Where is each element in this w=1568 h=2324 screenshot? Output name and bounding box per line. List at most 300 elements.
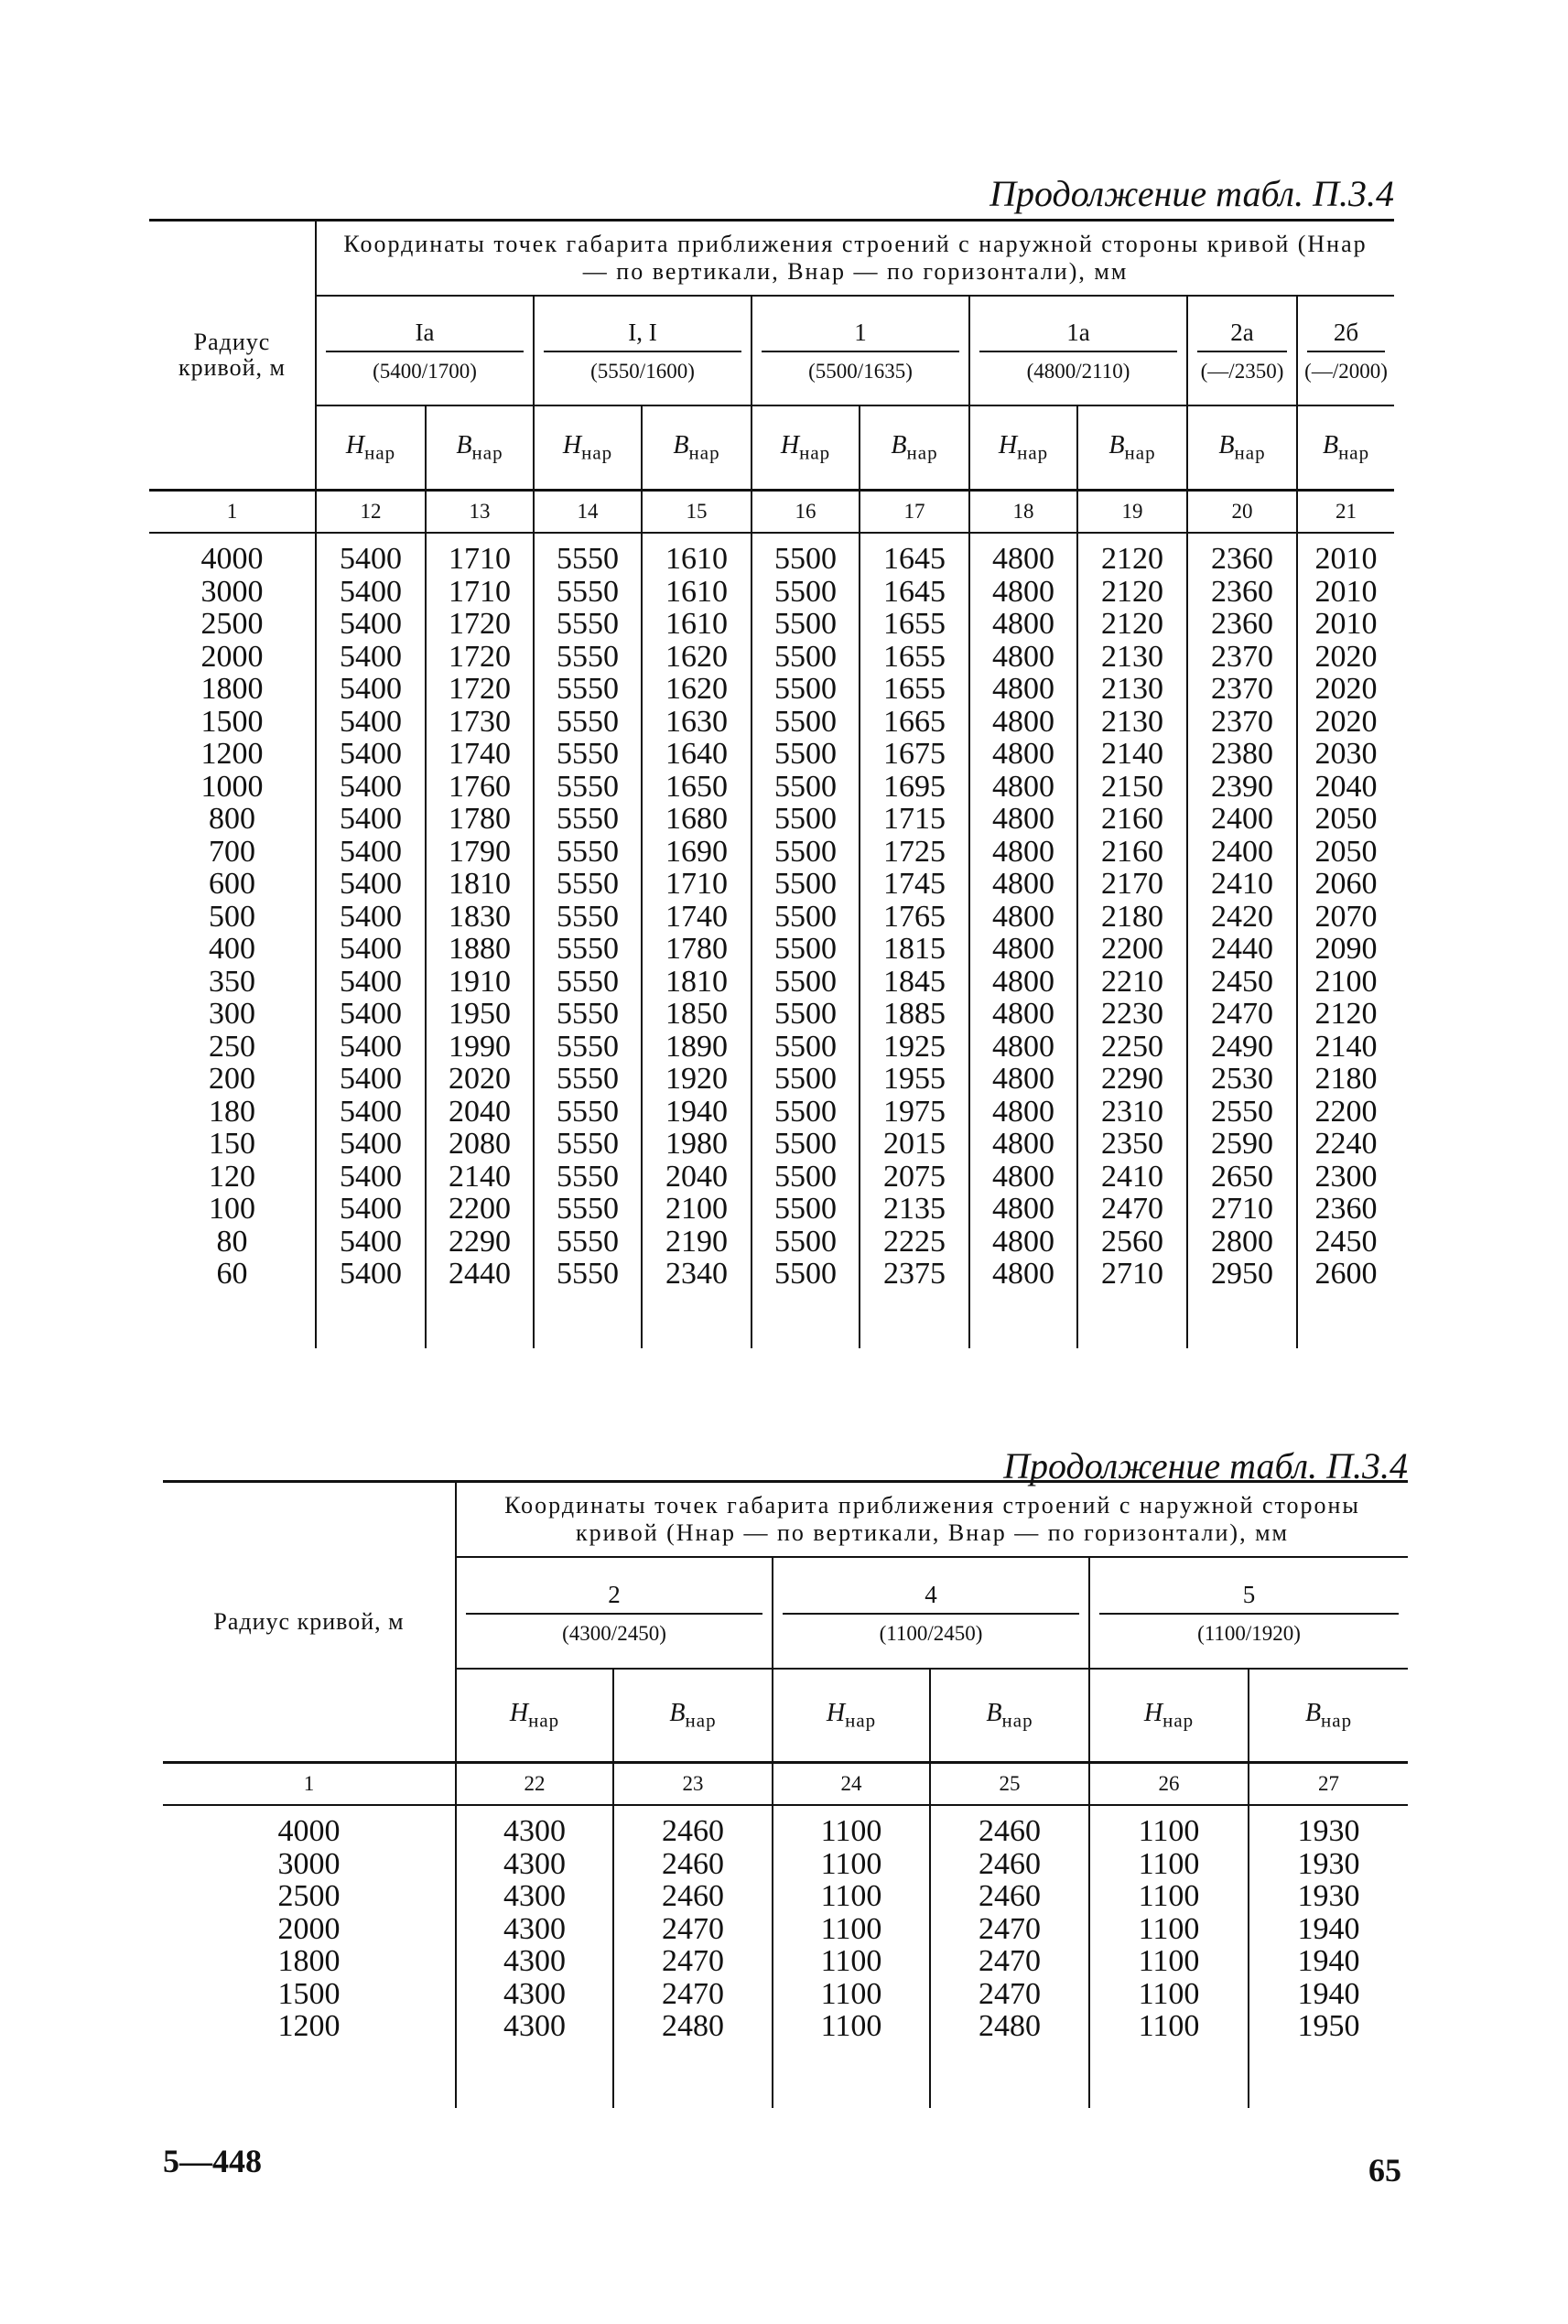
cell-value: 1630: [665, 704, 728, 739]
cell-value: 1720: [449, 607, 511, 641]
cell-value: 1850: [665, 997, 728, 1031]
cell-value: 5400: [340, 542, 402, 576]
column-number: 1: [163, 1763, 456, 1806]
cell-value: 1925: [883, 1029, 946, 1064]
cell-value: 1610: [665, 542, 728, 576]
symbol-subscript: нар: [1001, 1709, 1033, 1732]
cell-value: 4800: [992, 1257, 1054, 1291]
cell-value: 1940: [1297, 1911, 1360, 1946]
group-sub: (5400/1700): [373, 359, 477, 383]
cell-value: 2420: [1211, 899, 1273, 934]
cell-value: 1725: [883, 834, 946, 869]
cell-value: 1100: [1138, 1846, 1200, 1881]
group-name: I, I: [544, 319, 741, 352]
cell-value: 2140: [449, 1159, 511, 1194]
column-number: 1: [149, 491, 316, 534]
cell-value: 2020: [1314, 672, 1378, 706]
cell-value: 5400: [340, 639, 402, 674]
cell-value: 2470: [1101, 1192, 1163, 1226]
cell-value: 1665: [883, 704, 946, 739]
cell-value: 4800: [992, 607, 1054, 641]
symbol-letter: H: [345, 430, 365, 459]
cell-value: 5400: [340, 1192, 402, 1226]
cell-value: 4800: [992, 639, 1054, 674]
cell-value: 2015: [883, 1127, 946, 1161]
cell-value: 2470: [1211, 997, 1273, 1031]
symbol-header: [613, 1669, 773, 1763]
cell-value: 4800: [992, 1062, 1054, 1096]
cell-value: 4300: [503, 2009, 566, 2043]
symbol-subscript: нар: [1162, 1709, 1195, 1732]
cell-value: 5400: [340, 574, 402, 609]
cell-value: 5550: [557, 607, 619, 641]
cell-value: 1100: [820, 2009, 882, 2043]
cell-value: 1620: [665, 639, 728, 674]
cell-value: 2470: [979, 1911, 1041, 1946]
cell-value: 5400: [340, 1224, 402, 1259]
symbol-letter: B: [1322, 430, 1339, 459]
cell-value: 1100: [1138, 1944, 1200, 1978]
table2: [163, 1480, 1408, 2108]
radius-value: 120: [209, 1159, 255, 1194]
cell-value: 2150: [1101, 769, 1163, 804]
symbol-header: [316, 405, 426, 491]
symbol-header: [969, 405, 1077, 491]
cell-value: 1830: [449, 899, 511, 934]
column-number: 16: [752, 491, 860, 534]
cell-value: 2460: [662, 1846, 724, 1881]
cell-value: 2140: [1314, 1029, 1378, 1064]
radius-value: 1800: [277, 1944, 341, 1978]
cell-value: 2190: [665, 1224, 728, 1259]
symbol-subscript: нар: [906, 441, 938, 464]
radius-value: 4000: [200, 542, 264, 576]
cell-value: 5500: [774, 542, 837, 576]
cell-value: 4300: [503, 1976, 566, 2011]
cell-value: 1950: [449, 997, 511, 1031]
cell-value: 1690: [665, 834, 728, 869]
cell-value: 1880: [449, 932, 511, 966]
column-number: 13: [426, 491, 534, 534]
cell-value: 2480: [979, 2009, 1041, 2043]
cell-value: 5550: [557, 1127, 619, 1161]
cell-value: 1650: [665, 769, 728, 804]
radius-value: 1500: [277, 1976, 341, 2011]
column-number: 14: [534, 491, 642, 534]
cell-value: 5550: [557, 899, 619, 934]
cell-value: 4300: [503, 1944, 566, 1978]
radius-value: 600: [209, 867, 255, 901]
cell-value: 5400: [340, 867, 402, 901]
cell-value: 2250: [1101, 1029, 1163, 1064]
symbol-letter: B: [986, 1698, 1002, 1727]
cell-value: 2135: [883, 1192, 946, 1226]
symbol-header: [1297, 405, 1394, 491]
radius-value: 400: [209, 932, 255, 966]
cell-value: 4800: [992, 1159, 1054, 1194]
cell-value: 5500: [774, 1094, 837, 1129]
cell-value: 4800: [992, 1127, 1054, 1161]
symbol-header: [1077, 405, 1187, 491]
cell-value: 1100: [820, 1879, 882, 1913]
cell-value: 5500: [774, 964, 837, 999]
cell-value: 5550: [557, 704, 619, 739]
value-column: [613, 1805, 773, 2108]
cell-value: 2375: [883, 1257, 946, 1291]
cell-value: 5400: [340, 1159, 402, 1194]
column-number: 19: [1077, 491, 1187, 534]
cell-value: 5400: [340, 964, 402, 999]
cell-value: 1940: [665, 1094, 728, 1129]
cell-value: 5400: [340, 1062, 402, 1096]
cell-value: 1980: [665, 1127, 728, 1161]
radius-value: 1200: [277, 2009, 341, 2043]
radius-value: 60: [216, 1257, 248, 1291]
cell-value: 2080: [449, 1127, 511, 1161]
cell-value: 2410: [1211, 867, 1273, 901]
cell-value: 5500: [774, 802, 837, 836]
group-sub: (4300/2450): [562, 1621, 666, 1645]
symbol-letter: H: [780, 430, 800, 459]
cell-value: 2370: [1211, 704, 1273, 739]
symbol-header: [1249, 1669, 1408, 1763]
cell-value: 2470: [979, 1944, 1041, 1978]
cell-value: 5550: [557, 1062, 619, 1096]
group-name: 1: [762, 319, 959, 352]
cell-value: 2010: [1314, 607, 1378, 641]
cell-value: 2120: [1314, 997, 1378, 1031]
cell-value: 2360: [1211, 607, 1273, 641]
cell-value: 1695: [883, 769, 946, 804]
symbol-header: [1089, 1669, 1249, 1763]
symbol-letter: H: [562, 430, 582, 459]
cell-value: 5500: [774, 834, 837, 869]
radius-label: Радиус кривой, м: [163, 1482, 456, 1763]
cell-value: 2100: [1314, 964, 1378, 999]
symbol-letter: B: [1218, 430, 1235, 459]
cell-value: 1940: [1297, 1976, 1360, 2011]
cell-value: 2350: [1101, 1127, 1163, 1161]
symbol-subscript: нар: [688, 441, 720, 464]
cell-value: 1780: [665, 932, 728, 966]
table2-caption: Продолжение табл. П.3.4: [1003, 1445, 1408, 1486]
cell-value: 5400: [340, 672, 402, 706]
cell-value: 1610: [665, 607, 728, 641]
group-header: [316, 296, 534, 405]
cell-value: 1680: [665, 802, 728, 836]
cell-value: 2470: [662, 1976, 724, 2011]
cell-value: 4800: [992, 737, 1054, 771]
cell-value: 1655: [883, 672, 946, 706]
cell-value: 2380: [1211, 737, 1273, 771]
cell-value: 2460: [662, 1879, 724, 1913]
cell-value: 5500: [774, 704, 837, 739]
radius-value: 300: [209, 997, 255, 1031]
cell-value: 5400: [340, 1094, 402, 1129]
symbol-letter: B: [891, 430, 907, 459]
value-column: [534, 533, 642, 1348]
cell-value: 2040: [1314, 769, 1378, 804]
cell-value: 2560: [1101, 1224, 1163, 1259]
cell-value: 5500: [774, 574, 837, 609]
cell-value: 2120: [1101, 607, 1163, 641]
cell-value: 1815: [883, 932, 946, 966]
cell-value: 2090: [1314, 932, 1378, 966]
cell-value: 4800: [992, 867, 1054, 901]
header-text: Координаты точек габарита приближения строений с наружной стороны кривой (Hнар — по вертикали, Bнар — по горизонтали), мм: [456, 1482, 1408, 1558]
column-number: 21: [1297, 491, 1394, 534]
radius-value: 150: [209, 1127, 255, 1161]
cell-value: 5500: [774, 1159, 837, 1194]
cell-value: 5550: [557, 1094, 619, 1129]
symbol-letter: H: [1143, 1698, 1163, 1727]
symbol-header: [752, 405, 860, 491]
cell-value: 5400: [340, 932, 402, 966]
symbol-subscript: нар: [581, 441, 613, 464]
cell-value: 5550: [557, 1257, 619, 1291]
cell-value: 2550: [1211, 1094, 1273, 1129]
group-name: 2б: [1307, 319, 1385, 352]
symbol-subscript: нар: [1017, 441, 1049, 464]
cell-value: 1910: [449, 964, 511, 999]
cell-value: 5550: [557, 737, 619, 771]
cell-value: 2040: [449, 1094, 511, 1129]
cell-value: 2300: [1314, 1159, 1378, 1194]
radius-value: 1200: [200, 737, 264, 771]
cell-value: 5500: [774, 1029, 837, 1064]
symbol-header: [1187, 405, 1297, 491]
cell-value: 1790: [449, 834, 511, 869]
cell-value: 1930: [1297, 1846, 1360, 1881]
cell-value: 1100: [820, 1846, 882, 1881]
cell-value: 2160: [1101, 802, 1163, 836]
cell-value: 4800: [992, 1192, 1054, 1226]
cell-value: 5550: [557, 542, 619, 576]
cell-value: 5550: [557, 1029, 619, 1064]
column-number: 27: [1249, 1763, 1408, 1806]
cell-value: 2010: [1314, 574, 1378, 609]
page-number: 65: [1368, 2152, 1401, 2189]
cell-value: 1780: [449, 802, 511, 836]
cell-value: 2390: [1211, 769, 1273, 804]
symbol-subscript: нар: [1124, 441, 1156, 464]
cell-value: 4800: [992, 964, 1054, 999]
cell-value: 1655: [883, 607, 946, 641]
cell-value: 5550: [557, 834, 619, 869]
value-column: [426, 533, 534, 1348]
cell-value: 5550: [557, 672, 619, 706]
cell-value: 1100: [820, 1976, 882, 2011]
group-header: [773, 1557, 1089, 1669]
symbol-subscript: нар: [1338, 441, 1370, 464]
cell-value: 5400: [340, 769, 402, 804]
value-column: [456, 1805, 613, 2108]
cell-value: 5500: [774, 1127, 837, 1161]
cell-value: 2160: [1101, 834, 1163, 869]
symbol-header: [860, 405, 969, 491]
group-name: 5: [1099, 1581, 1399, 1615]
cell-value: 2130: [1101, 672, 1163, 706]
column-number: 17: [860, 491, 969, 534]
cell-value: 1645: [883, 542, 946, 576]
cell-value: 2460: [662, 1814, 724, 1848]
group-name: 2: [466, 1581, 762, 1615]
cell-value: 2470: [979, 1976, 1041, 2011]
cell-value: 1990: [449, 1029, 511, 1064]
value-column: [1089, 1805, 1249, 2108]
column-number: 12: [316, 491, 426, 534]
symbol-header: [930, 1669, 1089, 1763]
cell-value: 2020: [449, 1062, 511, 1096]
column-number: 26: [1089, 1763, 1249, 1806]
group-name: 1а: [979, 319, 1177, 352]
cell-value: 1930: [1297, 1814, 1360, 1848]
cell-value: 4800: [992, 704, 1054, 739]
cell-value: 5500: [774, 997, 837, 1031]
cell-value: 2360: [1211, 574, 1273, 609]
group-name: 2а: [1197, 319, 1287, 352]
radius-value: 500: [209, 899, 255, 934]
symbol-letter: B: [673, 430, 689, 459]
radius-value: 2500: [200, 607, 264, 641]
symbol-subscript: нар: [845, 1709, 877, 1732]
cell-value: 2290: [1101, 1062, 1163, 1096]
group-name: Iа: [326, 319, 524, 352]
symbol-subscript: нар: [799, 441, 831, 464]
cell-value: 1100: [820, 1911, 882, 1946]
cell-value: 2460: [979, 1846, 1041, 1881]
value-column: [1077, 533, 1187, 1348]
cell-value: 2600: [1314, 1257, 1378, 1291]
cell-value: 5550: [557, 964, 619, 999]
cell-value: 2120: [1101, 574, 1163, 609]
cell-value: 5400: [340, 1257, 402, 1291]
group-header: [969, 296, 1187, 405]
cell-value: 2200: [449, 1192, 511, 1226]
cell-value: 2310: [1101, 1094, 1163, 1129]
cell-value: 5400: [340, 607, 402, 641]
table1-caption: Продолжение табл. П.3.4: [989, 173, 1394, 214]
cell-value: 2050: [1314, 802, 1378, 836]
cell-value: 2040: [665, 1159, 728, 1194]
cell-value: 2710: [1211, 1192, 1273, 1226]
cell-value: 2200: [1314, 1094, 1378, 1129]
cell-value: 4800: [992, 672, 1054, 706]
value-column: [316, 533, 426, 1348]
column-number: 25: [930, 1763, 1089, 1806]
cell-value: 1720: [449, 639, 511, 674]
cell-value: 2710: [1101, 1257, 1163, 1291]
cell-value: 2460: [979, 1879, 1041, 1913]
radius-label: Радиус кривой, м: [149, 221, 316, 491]
cell-value: 1100: [1138, 1911, 1200, 1946]
column-number: 15: [642, 491, 752, 534]
cell-value: 5550: [557, 1224, 619, 1259]
cell-value: 1640: [665, 737, 728, 771]
cell-value: 5500: [774, 899, 837, 934]
cell-value: 1885: [883, 997, 946, 1031]
cell-value: 5400: [340, 1127, 402, 1161]
cell-value: 1930: [1297, 1879, 1360, 1913]
cell-value: 2410: [1101, 1159, 1163, 1194]
symbol-header: [642, 405, 752, 491]
cell-value: 1955: [883, 1062, 946, 1096]
cell-value: 2200: [1101, 932, 1163, 966]
radius-value: 80: [216, 1224, 248, 1259]
value-column: [1297, 533, 1394, 1348]
radius-value: 2000: [277, 1911, 341, 1946]
cell-value: 1975: [883, 1094, 946, 1129]
cell-value: 5500: [774, 1062, 837, 1096]
cell-value: 1100: [1138, 1976, 1200, 2011]
symbol-header: [773, 1669, 930, 1763]
cell-value: 2340: [665, 1257, 728, 1291]
table-data-row: [149, 533, 1394, 1348]
cell-value: 5500: [774, 607, 837, 641]
value-column: [930, 1805, 1089, 2108]
cell-value: 1920: [665, 1062, 728, 1096]
cell-value: 1745: [883, 867, 946, 901]
cell-value: 2440: [449, 1257, 511, 1291]
group-sub: (4800/2110): [1026, 359, 1130, 383]
cell-value: 4300: [503, 1879, 566, 1913]
cell-value: 2480: [662, 2009, 724, 2043]
symbol-header: [426, 405, 534, 491]
column-number: 22: [456, 1763, 613, 1806]
group-header: [752, 296, 969, 405]
value-column: [773, 1805, 930, 2108]
cell-value: 4300: [503, 1911, 566, 1946]
cell-value: 2140: [1101, 737, 1163, 771]
radius-value: 250: [209, 1029, 255, 1064]
cell-value: 1710: [449, 542, 511, 576]
cell-value: 2070: [1314, 899, 1378, 934]
group-header: [456, 1557, 773, 1669]
cell-value: 5400: [340, 997, 402, 1031]
cell-value: 1730: [449, 704, 511, 739]
group-header: [1187, 296, 1297, 405]
cell-value: 4800: [992, 542, 1054, 576]
cell-value: 2030: [1314, 737, 1378, 771]
cell-value: 2210: [1101, 964, 1163, 999]
cell-value: 5400: [340, 899, 402, 934]
cell-value: 2490: [1211, 1029, 1273, 1064]
cell-value: 1675: [883, 737, 946, 771]
cell-value: 2530: [1211, 1062, 1273, 1096]
cell-value: 4800: [992, 1094, 1054, 1129]
symbol-letter: H: [998, 430, 1018, 459]
radius-column: [149, 533, 316, 1348]
radius-value: 800: [209, 802, 255, 836]
value-column: [1249, 1805, 1408, 2108]
cell-value: 5400: [340, 1029, 402, 1064]
cell-value: 1760: [449, 769, 511, 804]
radius-value: 1800: [200, 672, 264, 706]
group-header: [1297, 296, 1394, 405]
cell-value: 5500: [774, 639, 837, 674]
radius-value: 700: [209, 834, 255, 869]
cell-value: 2450: [1314, 1224, 1378, 1259]
group-header: [1089, 1557, 1408, 1669]
cell-value: 5500: [774, 932, 837, 966]
cell-value: 2400: [1211, 834, 1273, 869]
symbol-subscript: нар: [471, 441, 503, 464]
cell-value: 1100: [1138, 2009, 1200, 2043]
radius-value: 3000: [200, 574, 264, 609]
group-name: 4: [783, 1581, 1079, 1615]
cell-value: 1710: [665, 867, 728, 901]
cell-value: 1610: [665, 574, 728, 609]
